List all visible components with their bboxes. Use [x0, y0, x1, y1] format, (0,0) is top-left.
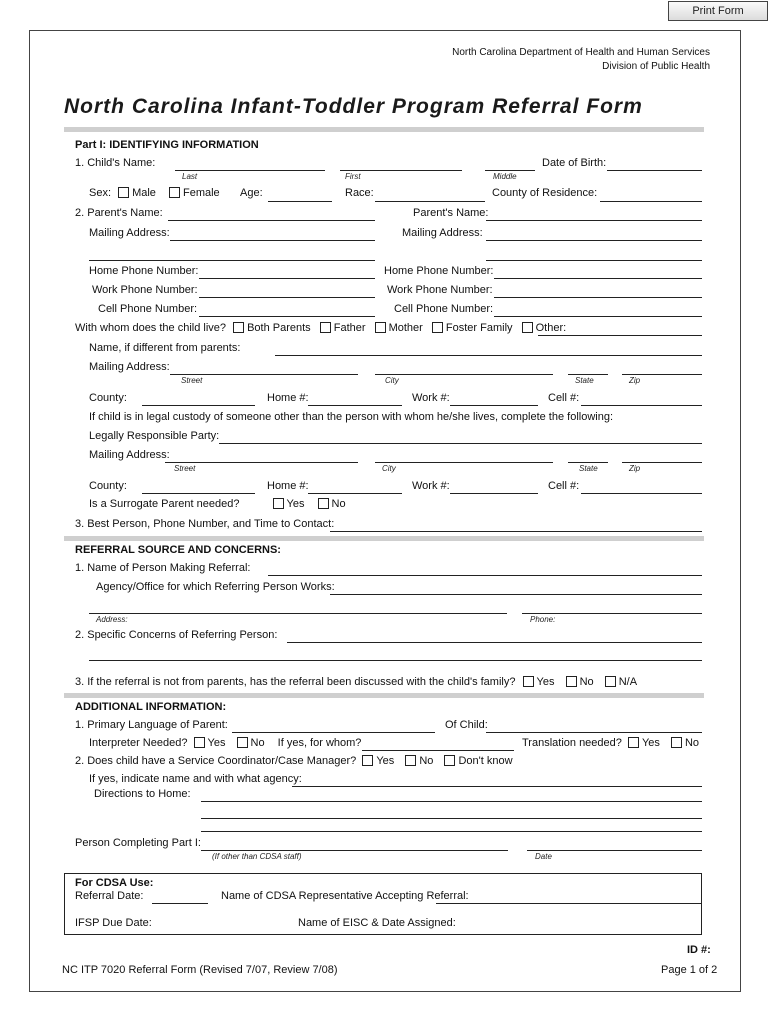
legal-county-label: County:	[89, 480, 127, 492]
id-label: ID #:	[687, 944, 711, 956]
concerns-input-2[interactable]	[89, 660, 702, 661]
other-checkbox[interactable]	[522, 322, 533, 333]
referral-person-input[interactable]	[268, 575, 702, 576]
referral-q3-label: 3. If the referral is not from parents, has the referral been discussed with the child's family?	[75, 676, 516, 688]
cap-address: Address:	[96, 615, 128, 624]
home-phone1-label: Home Phone Number:	[89, 265, 199, 277]
race-input[interactable]	[375, 201, 485, 202]
child-street-input[interactable]	[170, 374, 358, 375]
mother-checkbox[interactable]	[375, 322, 386, 333]
cap-city: City	[385, 376, 399, 385]
parent2-name-label: Parent's Name:	[413, 207, 489, 219]
language-label: 1. Primary Language of Parent:	[75, 719, 228, 731]
sex-row	[89, 187, 220, 199]
coordinator-label: 2. Does child have a Service Coordinator/Case Manager?	[75, 755, 357, 767]
lives-with-label: With whom does the child live?	[75, 322, 227, 334]
legal-cell-no-input[interactable]	[581, 493, 702, 494]
agency-label: Agency/Office for which Referring Person Works:	[96, 581, 335, 593]
legal-mailing-label: Mailing Address:	[89, 449, 170, 461]
legal-cell-no-label: Cell #:	[548, 480, 580, 492]
father-checkbox[interactable]	[320, 322, 331, 333]
parent2-name-input[interactable]	[486, 220, 702, 221]
divider-additional	[64, 693, 704, 698]
discussed-na-checkbox[interactable]	[605, 676, 616, 687]
surrogate-no-label: No	[331, 498, 346, 510]
age-input[interactable]	[268, 201, 332, 202]
referral-date-input[interactable]	[152, 903, 208, 904]
parent2-cell-phone-input[interactable]	[494, 316, 702, 317]
mailing2-label: Mailing Address:	[402, 227, 483, 239]
legal-home-no-input[interactable]	[308, 493, 402, 494]
cap-date: Date	[535, 852, 552, 861]
both-parents-label: Both Parents	[247, 322, 311, 334]
child-state-input[interactable]	[568, 374, 608, 375]
father-label: Father	[333, 322, 366, 334]
legal-party-input[interactable]	[219, 443, 702, 444]
agency-indicate-label: If yes, indicate name and with what agency:	[89, 773, 302, 785]
legal-city-input[interactable]	[375, 462, 553, 463]
interpreter-no-checkbox[interactable]	[237, 737, 248, 748]
cap-phone: Phone:	[530, 615, 556, 624]
agency-phone-input[interactable]	[522, 613, 702, 614]
lives-with-row	[75, 322, 566, 334]
child-zip-input[interactable]	[622, 374, 702, 375]
directions-input-2[interactable]	[201, 818, 702, 819]
parent1-mailing-input-2[interactable]	[89, 260, 375, 261]
eisc-label: Name of EISC & Date Assigned:	[298, 917, 456, 929]
title-divider	[64, 127, 704, 132]
directions-input[interactable]	[201, 801, 702, 802]
cap-first: First	[345, 172, 361, 181]
translation-no-checkbox[interactable]	[671, 737, 682, 748]
legal-party-label: Legally Responsible Party:	[89, 430, 220, 442]
completion-date-input[interactable]	[527, 850, 702, 851]
referral-q3-row	[75, 676, 637, 688]
discussed-yes-checkbox[interactable]	[523, 676, 534, 687]
ifsp-date-label: IFSP Due Date:	[75, 917, 152, 929]
form-title: North Carolina Infant-Toddler Program Referral Form	[64, 95, 643, 118]
referral-heading: REFERRAL SOURCE AND CONCERNS:	[75, 544, 281, 556]
parent1-cell-phone-input[interactable]	[199, 316, 375, 317]
discussed-no-label: No	[579, 676, 594, 688]
discussed-na-label: N/A	[618, 676, 638, 688]
directions-input-3[interactable]	[201, 831, 702, 832]
best-person-input[interactable]	[330, 531, 702, 532]
male-checkbox[interactable]	[118, 187, 129, 198]
of-child-label: Of Child:	[445, 719, 488, 731]
work-no-label: Work #:	[412, 392, 450, 404]
for-whom-label: If yes, for whom?	[277, 737, 362, 749]
child-mailing-label: Mailing Address:	[89, 361, 170, 373]
home-no-label: Home #:	[267, 392, 309, 404]
agency-address-input[interactable]	[89, 613, 507, 614]
best-person-label: 3. Best Person, Phone Number, and Time to Contact:	[75, 518, 335, 530]
other-input[interactable]	[538, 335, 702, 336]
referral-q2-label: 2. Specific Concerns of Referring Person:	[75, 629, 278, 641]
child-city-input[interactable]	[375, 374, 553, 375]
discussed-no-checkbox[interactable]	[566, 676, 577, 687]
legal-state-input[interactable]	[568, 462, 608, 463]
county-label: County:	[89, 392, 127, 404]
both-parents-checkbox[interactable]	[233, 322, 244, 333]
work-no-input[interactable]	[450, 405, 538, 406]
translation-label: Translation needed?	[522, 737, 622, 749]
surrogate-label: Is a Surrogate Parent needed?	[89, 498, 240, 510]
dob-label: Date of Birth:	[542, 157, 607, 169]
cap-middle: Middle	[493, 172, 517, 181]
interpreter-row	[89, 737, 361, 749]
race-label: Race:	[345, 187, 374, 199]
coordinator-dontknow-checkbox[interactable]	[444, 755, 455, 766]
coordinator-no-checkbox[interactable]	[405, 755, 416, 766]
child-middle-input[interactable]	[485, 170, 535, 171]
parent2-home-phone-input[interactable]	[494, 278, 702, 279]
person-completing-input[interactable]	[201, 850, 508, 851]
interpreter-yes-label: Yes	[207, 737, 226, 749]
dept-name: North Carolina Department of Health and Human Services	[452, 47, 710, 58]
mailing1-label: Mailing Address:	[89, 227, 170, 239]
name-diff-input[interactable]	[275, 355, 702, 356]
cdsa-rep-label: Name of CDSA Representative Accepting Referral:	[221, 890, 469, 902]
coordinator-no-label: No	[419, 755, 434, 767]
foster-family-label: Foster Family	[445, 322, 513, 334]
cdsa-rep-input[interactable]	[436, 903, 702, 904]
legal-home-no-label: Home #:	[267, 480, 309, 492]
cell-phone2-label: Cell Phone Number:	[394, 303, 494, 315]
sex-label: Sex:	[89, 187, 112, 199]
cell-phone1-label: Cell Phone Number:	[98, 303, 198, 315]
legal-zip-input[interactable]	[622, 462, 702, 463]
custody-text: If child is in legal custody of someone other than the person with whom he/she lives, complete the following:	[89, 411, 614, 423]
child-language-input[interactable]	[486, 732, 702, 733]
work-phone2-label: Work Phone Number:	[387, 284, 493, 296]
cap-city-2: City	[382, 464, 396, 473]
form-number: NC ITP 7020 Referral Form (Revised 7/07, Review 7/08)	[62, 964, 338, 976]
coordinator-yes-checkbox[interactable]	[362, 755, 373, 766]
additional-heading: ADDITIONAL INFORMATION:	[75, 701, 227, 713]
cap-state: State	[575, 376, 594, 385]
referral-date-label: Referral Date:	[75, 890, 144, 902]
print-form-button[interactable]: Print Form	[668, 1, 768, 21]
referral-q1-label: 1. Name of Person Making Referral:	[75, 562, 251, 574]
coordinator-row	[75, 755, 513, 767]
mother-label: Mother	[388, 322, 423, 334]
directions-label: Directions to Home:	[94, 788, 191, 800]
female-label: Female	[182, 187, 220, 199]
cap-zip: Zip	[629, 376, 641, 385]
surrogate-no-checkbox[interactable]	[318, 498, 329, 509]
cdsa-heading: For CDSA Use:	[75, 877, 154, 889]
interpreter-label: Interpreter Needed?	[89, 737, 188, 749]
discussed-yes-label: Yes	[536, 676, 555, 688]
translation-no-label: No	[684, 737, 700, 749]
translation-yes-label: Yes	[641, 737, 660, 749]
child-name-label: 1. Child's Name:	[75, 157, 156, 169]
child-first-input[interactable]	[340, 170, 462, 171]
legal-work-no-input[interactable]	[450, 493, 538, 494]
age-label: Age:	[240, 187, 263, 199]
county-residence-input[interactable]	[600, 201, 702, 202]
county-input[interactable]	[142, 405, 255, 406]
agency-indicate-input[interactable]	[292, 786, 702, 787]
parent1-mailing-input[interactable]	[170, 240, 375, 241]
parent1-name-input[interactable]	[168, 220, 375, 221]
cap-state-2: State	[579, 464, 598, 473]
coordinator-dontknow-label: Don't know	[458, 755, 513, 767]
cap-zip-2: Zip	[629, 464, 641, 473]
county-residence-label: County of Residence:	[492, 187, 598, 199]
cap-street-2: Street	[174, 464, 196, 473]
divider-referral	[64, 536, 704, 541]
for-whom-input[interactable]	[362, 750, 514, 751]
home-no-input[interactable]	[308, 405, 402, 406]
female-checkbox[interactable]	[169, 187, 180, 198]
parent2-work-phone-input[interactable]	[494, 297, 702, 298]
interpreter-no-label: No	[250, 737, 265, 749]
legal-county-input[interactable]	[142, 493, 255, 494]
parent1-work-phone-input[interactable]	[199, 297, 375, 298]
interpreter-yes-checkbox[interactable]	[194, 737, 205, 748]
home-phone2-label: Home Phone Number:	[384, 265, 494, 277]
surrogate-yes-label: Yes	[286, 498, 305, 510]
parent2-mailing-input[interactable]	[486, 240, 702, 241]
other-label: Other:	[535, 322, 567, 334]
foster-family-checkbox[interactable]	[432, 322, 443, 333]
name-diff-label: Name, if different from parents:	[89, 342, 241, 354]
child-last-input[interactable]	[175, 170, 325, 171]
surrogate-yes-checkbox[interactable]	[273, 498, 284, 509]
parent-language-input[interactable]	[232, 732, 435, 733]
parent2-mailing-input-2[interactable]	[486, 260, 702, 261]
legal-work-no-label: Work #:	[412, 480, 450, 492]
parent-name-label: 2. Parent's Name:	[75, 207, 163, 219]
male-label: Male	[132, 187, 156, 199]
person-completing-label: Person Completing Part I:	[75, 837, 201, 849]
cell-no-input[interactable]	[581, 405, 702, 406]
work-phone1-label: Work Phone Number:	[92, 284, 198, 296]
page-number: Page 1 of 2	[661, 964, 718, 976]
translation-row	[522, 737, 699, 749]
cap-if-other: (If other than CDSA staff)	[212, 852, 302, 861]
part1-heading: Part I: IDENTIFYING INFORMATION	[75, 139, 259, 151]
dob-input[interactable]	[607, 170, 702, 171]
coordinator-yes-label: Yes	[376, 755, 395, 767]
legal-street-input[interactable]	[165, 462, 358, 463]
surrogate-row	[89, 498, 346, 510]
cap-last: Last	[182, 172, 198, 181]
division-name: Division of Public Health	[602, 61, 710, 72]
cell-no-label: Cell #:	[548, 392, 580, 404]
concerns-input[interactable]	[287, 642, 702, 643]
translation-yes-checkbox[interactable]	[628, 737, 639, 748]
cap-street: Street	[181, 376, 203, 385]
parent1-home-phone-input[interactable]	[199, 278, 375, 279]
agency-input[interactable]	[330, 594, 702, 595]
